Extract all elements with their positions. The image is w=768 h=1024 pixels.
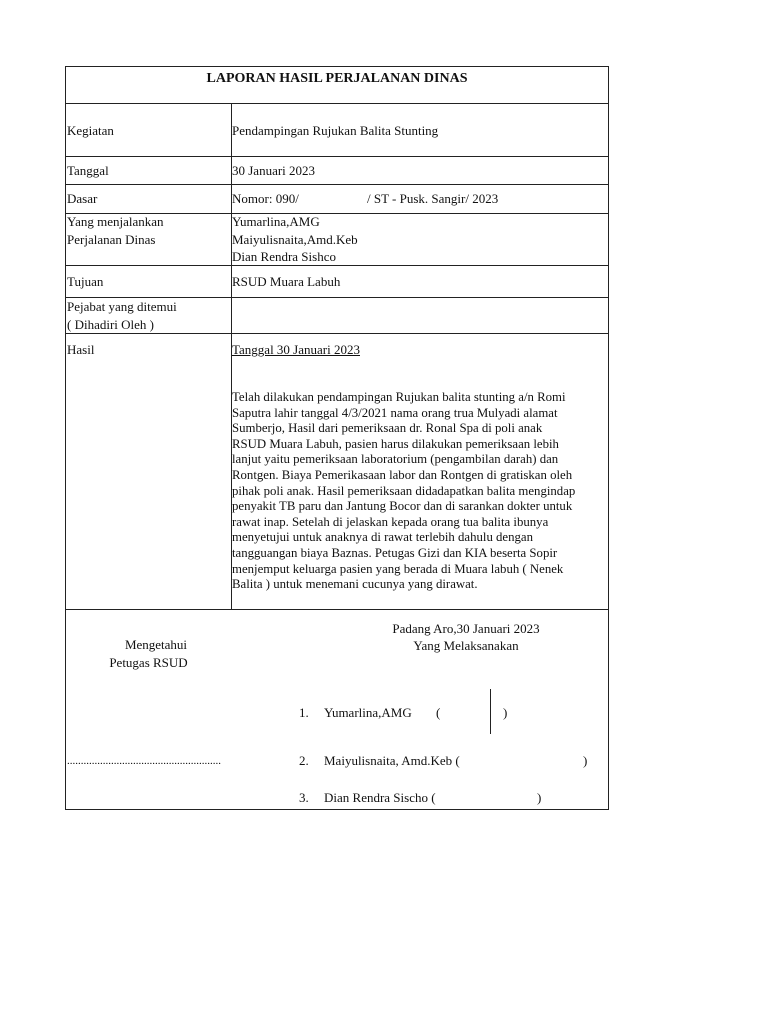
label-hasil: Hasil [67, 342, 95, 357]
left-signature-line: ........................................................ [67, 755, 221, 767]
signer-number: 1. [299, 705, 309, 720]
row-divider [66, 265, 608, 266]
report-form [65, 66, 609, 810]
signer-name: Maiyulisnaita, Amd.Keb ( [324, 753, 460, 768]
pelaksana-name: Yumarlina,AMG [232, 214, 320, 229]
value-dasar-nomor: Nomor: 090/ [232, 191, 299, 206]
report-title: LAPORAN HASIL PERJALANAN DINAS [206, 71, 468, 86]
signer-close-paren: ) [537, 790, 542, 805]
pelaksana-name: Maiyulisnaita,Amd.Keb [232, 232, 358, 247]
hasil-date: Tanggal 30 Januari 2023 [232, 342, 360, 357]
place-date: Padang Aro,30 Januari 2023 [392, 621, 540, 636]
pelaksana-name: Dian Rendra Sishco [232, 249, 336, 264]
signer-number: 2. [299, 753, 309, 768]
label-dasar: Dasar [67, 191, 98, 206]
signer-open-paren: ( [436, 705, 441, 720]
label-kegiatan: Kegiatan [67, 123, 114, 138]
row-divider [66, 184, 608, 185]
label-tanggal: Tanggal [67, 163, 109, 178]
signature-mark [490, 689, 491, 734]
value-tujuan: RSUD Muara Labuh [232, 274, 341, 289]
value-tanggal: 30 Januari 2023 [232, 163, 316, 178]
left-signature-heading: Mengetahui [124, 637, 188, 652]
row-divider [66, 103, 608, 104]
row-divider [66, 333, 608, 334]
signer-close-paren: ) [583, 753, 588, 768]
signer-name: Dian Rendra Sischo ( [324, 790, 436, 805]
label-pejabat-1: Pejabat yang ditemui [67, 299, 177, 314]
signer-number: 3. [299, 790, 309, 805]
signer-name: Yumarlina,AMG [324, 705, 412, 720]
signer-close-paren: ) [503, 705, 508, 720]
value-kegiatan: Pendampingan Rujukan Balita Stunting [232, 123, 439, 138]
hasil-paragraph: Telah dilakukan pendampingan Rujukan balita stunting a/n Romi Saputra lahir tanggal 4/3/2021 nama orang trua Mulyadi alamat Sumberjo, Hasil dari pemeriksaan dr. Ronal Spa di poli anak RSUD Muara Labuh, pasien harus dilakukan pemeriksaan lebih lanjut yaitu pemeriksaan laboratorium (pengambilan darah) dan Rontgen. Biaya Pemerikasaan labor dan Rontgen di gratiskan oleh pihak poli anak. Hasil pemeriksaan didadapatkan balita mengindap penyakit TB paru dan Jantung Bocor dan di sarankan dokter untuk rawat inap. Setelah di jelaskan kepada orang tua balita ibunya menyetujui untuk anaknya di rawat terlebih dahulu dengan tangguangan biaya Baznas. Petugas Gizi dan KIA beserta Sopir menjemput keluarga pasien yang berada di Muara labuh ( Nenek Balita ) untuk menemani cucunya yang dirawat. [232, 390, 576, 592]
label-pelaksana-1: Yang menjalankan [67, 214, 164, 229]
left-signature-role: Petugas RSUD [109, 655, 188, 670]
row-divider [66, 609, 608, 610]
label-tujuan: Tujuan [67, 274, 104, 289]
value-dasar-suffix: / ST - Pusk. Sangir/ 2023 [367, 191, 499, 206]
label-pejabat-2: ( Dihadiri Oleh ) [67, 317, 155, 332]
executor-role: Yang Melaksanakan [413, 638, 519, 653]
label-pelaksana-2: Perjalanan Dinas [67, 232, 156, 247]
row-divider [66, 156, 608, 157]
